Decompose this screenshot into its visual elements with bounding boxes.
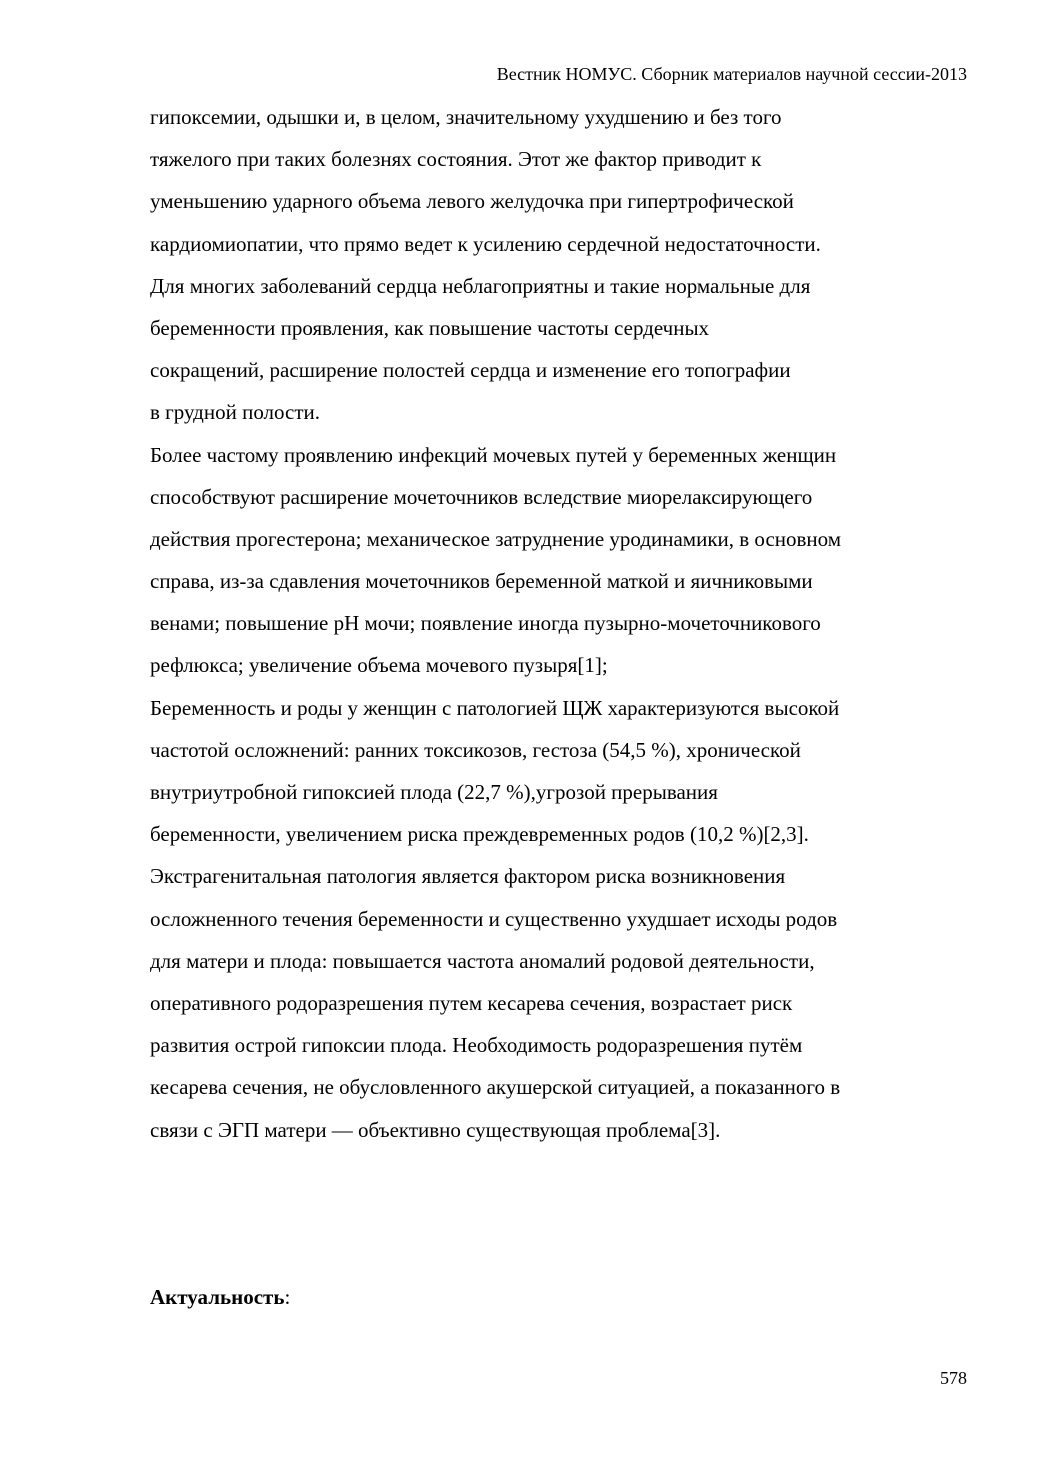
text-line: тяжелого при таких болезнях состояния. Этот же фактор приводит к (150, 147, 762, 172)
text-line: кесарева сечения, не обусловленного акушерской ситуацией, а показанного в (150, 1075, 841, 1100)
section-heading-title: Актуальность (150, 1285, 285, 1309)
text-line: связи с ЭГП матери — объективно существующая проблема[3]. (150, 1117, 721, 1142)
text-line: гипоксемии, одышки и, в целом, значительному ухудшению и без того (150, 105, 782, 129)
text-line: осложненного течения беременности и существенно ухудшает исходы родов (150, 906, 838, 931)
text-line: в грудной полости. (150, 400, 321, 425)
text-line: венами; повышение pH мочи; появление иногда пузырно-мочеточникового (150, 611, 821, 636)
text-line: развития острой гипоксии плода. Необходимость родоразрешения путём (150, 1033, 803, 1058)
text-line: справа, из-за сдавления мочеточников беременной маткой и яичниковыми (150, 569, 813, 594)
text-line: Более частому проявлению инфекций мочевых путей у беременных женщин (150, 442, 837, 467)
text-line: внутриутробной гипоксией плода (22,7 %),угрозой прерывания (150, 780, 718, 804)
text-line: беременности проявления, как повышение частоты сердечных (150, 315, 710, 340)
text-line: действия прогестерона; механическое затруднение уродинамики, в основном (150, 526, 842, 551)
section-heading (150, 1280, 290, 1314)
text-line: беременности, увеличением риска преждевременных родов (10,2 %)[2,3]. (150, 822, 809, 847)
text-line: уменьшению ударного объема левого желудочка при гипертрофической (150, 189, 794, 214)
text-line: способствуют расширение мочеточников вследствие миорелаксирующего (150, 484, 813, 509)
text-line: Экстрагенитальная патология является фактором риска возникновения (150, 864, 786, 889)
body-text (150, 96, 980, 1151)
text-line: Беременность и роды у женщин с патологией ЩЖ характеризуются высокой (150, 695, 840, 720)
running-header: Вестник НОМУС. Сборник материалов научной сессии-2013 (496, 64, 967, 84)
text-line: кардиомиопатии, что прямо ведет к усилению сердечной недостаточности. (150, 231, 821, 256)
page-number: 578 (940, 1368, 967, 1388)
text-line: рефлюкса; увеличение объема мочевого пузыря[1]; (150, 653, 608, 678)
text-line: частотой осложнений: ранних токсикозов, гестоза (54,5 %), хронической (150, 737, 801, 762)
text-line: сокращений, расширение полостей сердца и изменение его топографии (150, 358, 791, 383)
text-line: Для многих заболеваний сердца неблагоприятны и такие нормальные для (150, 273, 811, 298)
text-line: для матери и плода: повышается частота аномалий родовой деятельности, (150, 948, 815, 973)
text-line: оперативного родоразрешения путем кесарева сечения, возрастает риск (150, 990, 793, 1015)
section-heading-colon: : (284, 1285, 291, 1309)
